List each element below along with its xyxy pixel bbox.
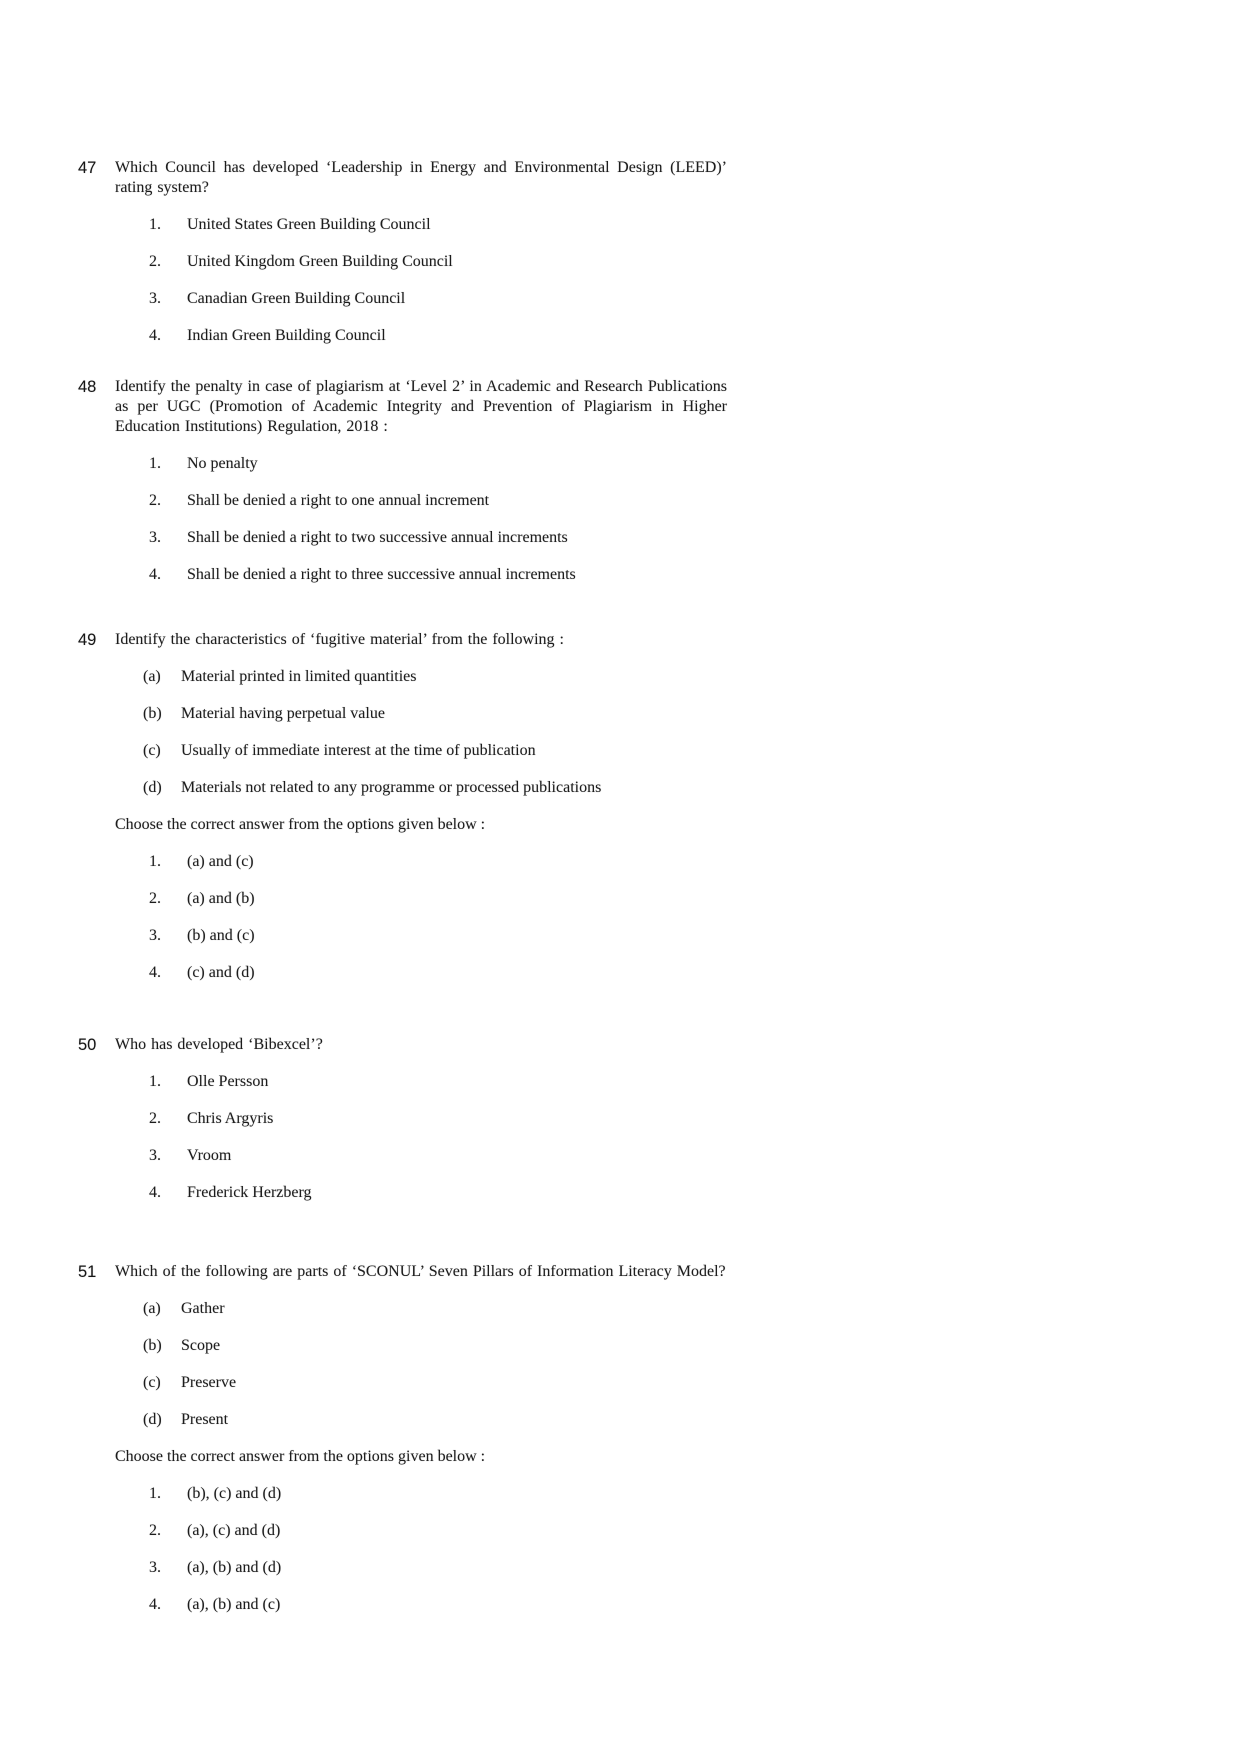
option-row [115,1146,727,1166]
part-text: Materials not related to any programme or processed publications [181,779,602,796]
question-body [115,1035,727,1220]
answer-options-list [115,852,727,983]
option-text: (a), (b) and (c) [187,1596,281,1613]
option-row [115,528,727,548]
option-number: 2. [149,253,161,270]
question-text: Which of the following are parts of ‘SCONUL’ Seven Pillars of Information Literacy Model? [115,1263,726,1280]
question-body [115,377,727,602]
option-number: 1. [149,216,161,233]
question-body [115,1262,727,1632]
option-text: (b), (c) and (d) [187,1485,282,1502]
question-text: Identify the characteristics of ‘fugitive material’ from the following : [115,631,564,648]
question-parts-list [115,1299,727,1430]
option-number: 1. [149,1485,161,1502]
question-number: 50 [78,1036,97,1054]
option-row [115,326,727,346]
option-row [115,926,727,946]
option-text: Olle Persson [187,1073,269,1090]
questions-container [0,158,1240,1632]
option-number: 4. [149,327,161,344]
option-text: (c) and (d) [187,964,255,981]
option-text: Chris Argyris [187,1110,274,1127]
option-number: 3. [149,290,161,307]
option-number: 4. [149,566,161,583]
option-row [115,1109,727,1129]
part-letter: (a) [143,668,161,685]
option-number: 2. [149,1522,161,1539]
option-row [115,963,727,983]
question-parts-list [115,667,727,798]
option-text: (a) and (b) [187,890,255,907]
question-number: 48 [78,378,97,396]
option-row [115,289,727,309]
option-number: 1. [149,853,161,870]
answer-options-list [115,1072,727,1203]
option-number: 3. [149,927,161,944]
part-letter: (d) [143,1411,162,1428]
option-number: 4. [149,1596,161,1613]
part-row [115,704,727,724]
option-number: 2. [149,1110,161,1127]
part-text: Material having perpetual value [181,705,385,722]
option-text: United States Green Building Council [187,216,431,233]
option-text: (a), (c) and (d) [187,1522,281,1539]
part-letter: (d) [143,779,162,796]
part-row [115,1373,727,1393]
question-text: Who has developed ‘Bibexcel’? [115,1036,323,1053]
option-number: 2. [149,890,161,907]
question-text: Identify the penalty in case of plagiarism at ‘Level 2’ in Academic and Research Publications as per UGC (Promotion of Academic Integrity and Prevention of Plagiarism in Higher Education Institutions) Regulation, 2018 : [115,378,727,435]
question-body [115,158,727,363]
option-number: 3. [149,1559,161,1576]
part-row [115,741,727,761]
option-number: 3. [149,529,161,546]
option-row [115,852,727,872]
option-row [115,1595,727,1615]
part-text: Scope [181,1337,221,1354]
option-text: Shall be denied a right to two successive annual increments [187,529,568,546]
part-row [115,667,727,687]
question-block [0,1262,1240,1632]
option-text: Frederick Herzberg [187,1184,312,1201]
part-row [115,778,727,798]
option-row [115,1484,727,1504]
option-number: 1. [149,455,161,472]
part-text: Material printed in limited quantities [181,668,417,685]
choose-instruction: Choose the correct answer from the options given below : [115,1448,486,1465]
option-text: No penalty [187,455,258,472]
part-text: Present [181,1411,229,1428]
part-text: Preserve [181,1374,237,1391]
option-text: Canadian Green Building Council [187,290,406,307]
option-text: (b) and (c) [187,927,255,944]
part-row [115,1336,727,1356]
question-text: Which Council has developed ‘Leadership in Energy and Environmental Design (LEED)’ rating system? [115,159,727,196]
option-number: 3. [149,1147,161,1164]
option-row [115,454,727,474]
choose-instruction: Choose the correct answer from the options given below : [115,816,486,833]
part-letter: (c) [143,742,161,759]
part-row [115,1299,727,1319]
option-row [115,1072,727,1092]
option-number: 2. [149,492,161,509]
part-letter: (a) [143,1300,161,1317]
option-row [115,889,727,909]
question-block [0,1035,1240,1220]
option-row [115,1521,727,1541]
question-block [0,377,1240,602]
option-text: United Kingdom Green Building Council [187,253,453,270]
answer-options-list [115,1484,727,1615]
option-number: 4. [149,1184,161,1201]
part-text: Usually of immediate interest at the time of publication [181,742,536,759]
question-block [0,158,1240,363]
part-text: Gather [181,1300,225,1317]
part-letter: (b) [143,1337,162,1354]
option-text: Vroom [187,1147,232,1164]
question-block [0,630,1240,1000]
option-text: Shall be denied a right to three successive annual increments [187,566,576,583]
option-row [115,252,727,272]
option-text: (a) and (c) [187,853,254,870]
part-row [115,1410,727,1430]
option-row [115,565,727,585]
option-row [115,491,727,511]
option-text: (a), (b) and (d) [187,1559,282,1576]
option-row [115,215,727,235]
part-letter: (b) [143,705,162,722]
option-number: 4. [149,964,161,981]
option-row [115,1558,727,1578]
question-body [115,630,727,1000]
part-letter: (c) [143,1374,161,1391]
answer-options-list [115,215,727,346]
answer-options-list [115,454,727,585]
option-number: 1. [149,1073,161,1090]
question-number: 49 [78,631,97,649]
question-number: 47 [78,159,97,177]
option-text: Indian Green Building Council [187,327,386,344]
option-row [115,1183,727,1203]
question-number: 51 [78,1263,97,1281]
option-text: Shall be denied a right to one annual increment [187,492,490,509]
